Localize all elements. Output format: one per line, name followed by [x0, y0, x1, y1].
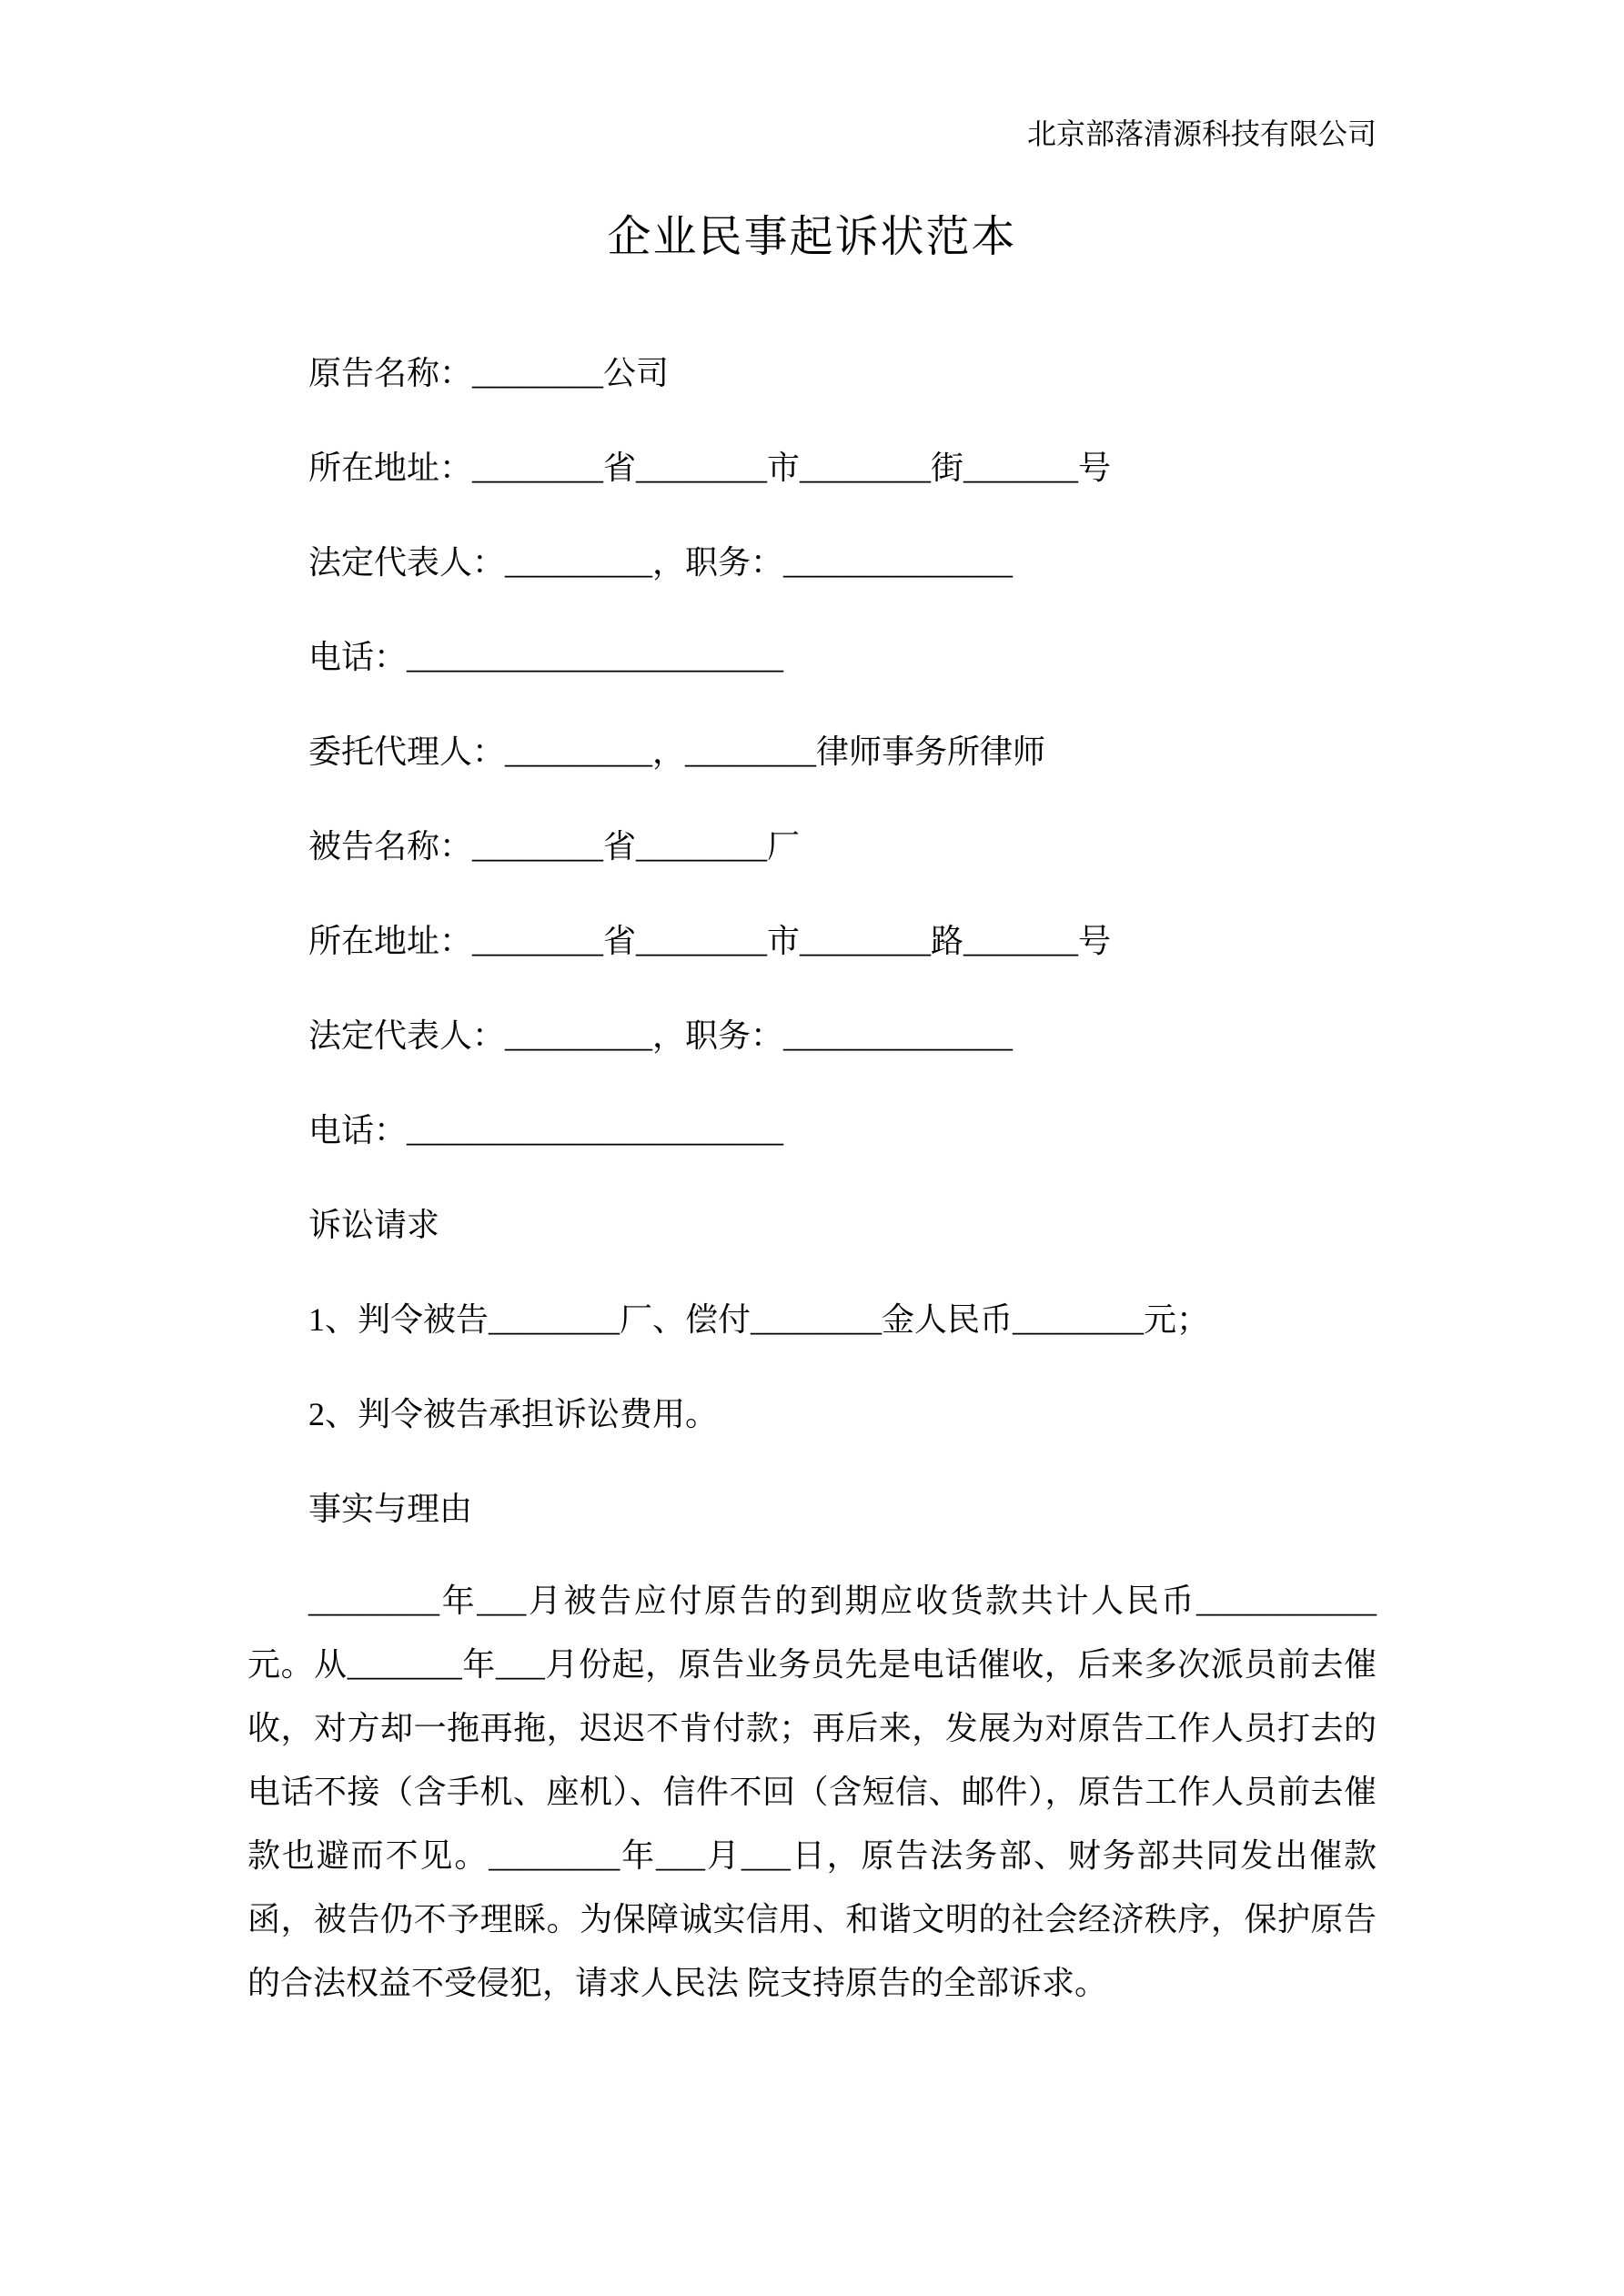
field-defendant-legal-rep: 法定代表人：_________，职务：______________ — [308, 1017, 1014, 1054]
facts-heading: 事实与理由 — [308, 1491, 473, 1527]
field-plaintiff-phone: 电话：_______________________ — [308, 639, 784, 675]
field-defendant-phone: 电话：_______________________ — [308, 1112, 784, 1148]
field-attorney: 委托代理人：_________，________律师事务所律师 — [308, 733, 1046, 770]
field-plaintiff-legal-rep: 法定代表人：_________，职务：______________ — [308, 544, 1014, 581]
claims-heading: 诉讼请求 — [308, 1207, 440, 1243]
company-name: 北京部落清源科技有限公司 — [1026, 117, 1377, 150]
page-title: 企业民事起诉状范本 — [607, 213, 1017, 261]
field-defendant-name: 被告名称：________省________厂 — [308, 828, 801, 865]
document-body — [247, 326, 1377, 2015]
field-plaintiff-address: 所在地址：________省________市________街_______号 — [308, 450, 1112, 486]
claim-item-1: 1、判令被告________厂、偿付________金人民币________元； — [308, 1301, 1210, 1338]
field-defendant-address: 所在地址：________省________市________路_______号 — [308, 923, 1112, 959]
claim-item-2: 2、判令被告承担诉讼费用。 — [308, 1396, 719, 1432]
company-header — [247, 0, 1377, 153]
field-plaintiff-name: 原告名称：________公司 — [308, 355, 670, 391]
facts-paragraph: ________年___月被告应付原告的到期应收货款共计人民币___________元。从_______年___月份起，原告业务员先是电话催收，后来多次派员前去催收，对方却一拖再拖，迟迟不肯付款；再后来，发展为对原告工作人员打去的电话不接（含手机、座机）、信件不回（含短信、邮件），原告工作人员前去催款也避而不见。________年___月___日，原告法务部、财务部共同发出催款函，被告仍不予理睬。为保障诚实信用、和谐文明的社会经济秩序，保护原告的合法权益不受侵犯，请求人民法 院支持原告的全部诉求。 — [247, 1583, 1377, 2001]
